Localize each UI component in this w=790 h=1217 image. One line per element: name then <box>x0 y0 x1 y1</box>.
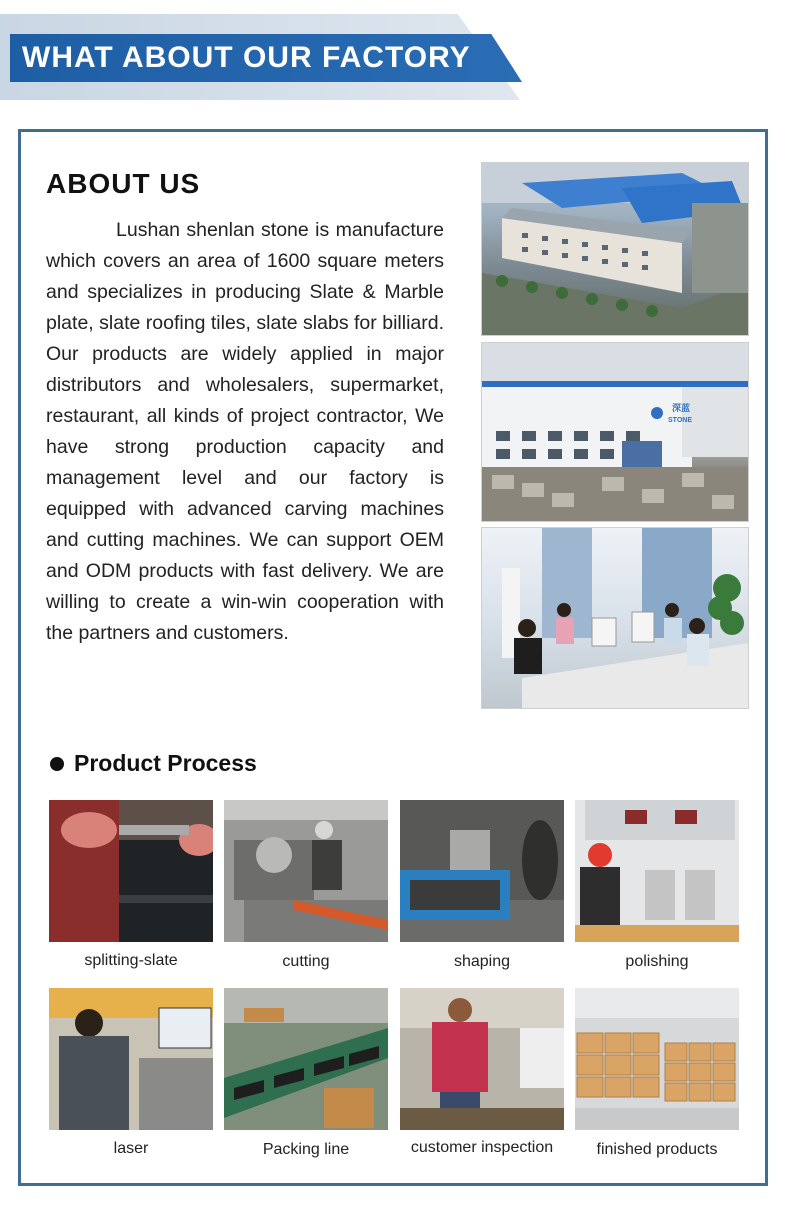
process-image-customer-inspection <box>400 988 564 1130</box>
product-process-heading <box>50 750 257 777</box>
process-label: splitting-slate <box>84 952 178 969</box>
bullet-icon <box>50 757 64 771</box>
process-label: Packing line <box>262 1141 350 1158</box>
factory-facade-illustration <box>482 343 748 521</box>
factory-facade-photo <box>481 342 749 522</box>
finished-products-illustration <box>575 988 739 1130</box>
shaping-illustration <box>400 800 564 942</box>
splitting-slate-illustration <box>49 800 213 942</box>
customer-inspection-illustration <box>400 988 564 1130</box>
process-label: finished products <box>596 1141 718 1158</box>
process-image-packing-line <box>224 988 388 1130</box>
process-image-cutting <box>224 800 388 942</box>
about-heading: ABOUT US <box>46 168 201 199</box>
facade-sign-cn: 深蓝 <box>672 403 691 413</box>
about-body: Lushan shenlan stone is manufacture which covers an area of 1600 square meters and specializes in producing Slate & Marble plate, slate roofing tiles, slate slabs for billiard. Our products are widely applied in major distributors and wholesalers, supermarket, restaurant, all kinds of project contractor, We have strong production capacity and management level and our factory is equipped with advanced carving machines and cutting machines. We can support OEM and ODM products with fast delivery. We are willing to create a win-win cooperation with the partners and customers. <box>46 219 444 644</box>
facade-sign: STONE <box>668 417 692 424</box>
product-process-title: Product Process <box>74 750 257 776</box>
process-image-laser <box>49 988 213 1130</box>
process-image-finished-products <box>575 988 739 1130</box>
process-label: shaping <box>453 953 511 970</box>
polishing-illustration <box>575 800 739 942</box>
factory-aerial-illustration <box>482 163 748 335</box>
process-label: laser <box>113 1140 149 1157</box>
process-image-shaping <box>400 800 564 942</box>
cutting-illustration <box>224 800 388 942</box>
office-illustration <box>482 528 748 708</box>
process-label: customer inspection <box>410 1139 554 1156</box>
page-title: WHAT ABOUT OUR FACTORY <box>22 41 471 74</box>
packing-line-illustration <box>224 988 388 1130</box>
factory-aerial-photo <box>481 162 749 336</box>
process-image-polishing <box>575 800 739 942</box>
laser-illustration <box>49 988 213 1130</box>
process-label: cutting <box>282 953 330 970</box>
office-photo <box>481 527 749 709</box>
process-label: polishing <box>625 953 689 970</box>
process-image-splitting-slate <box>49 800 213 942</box>
